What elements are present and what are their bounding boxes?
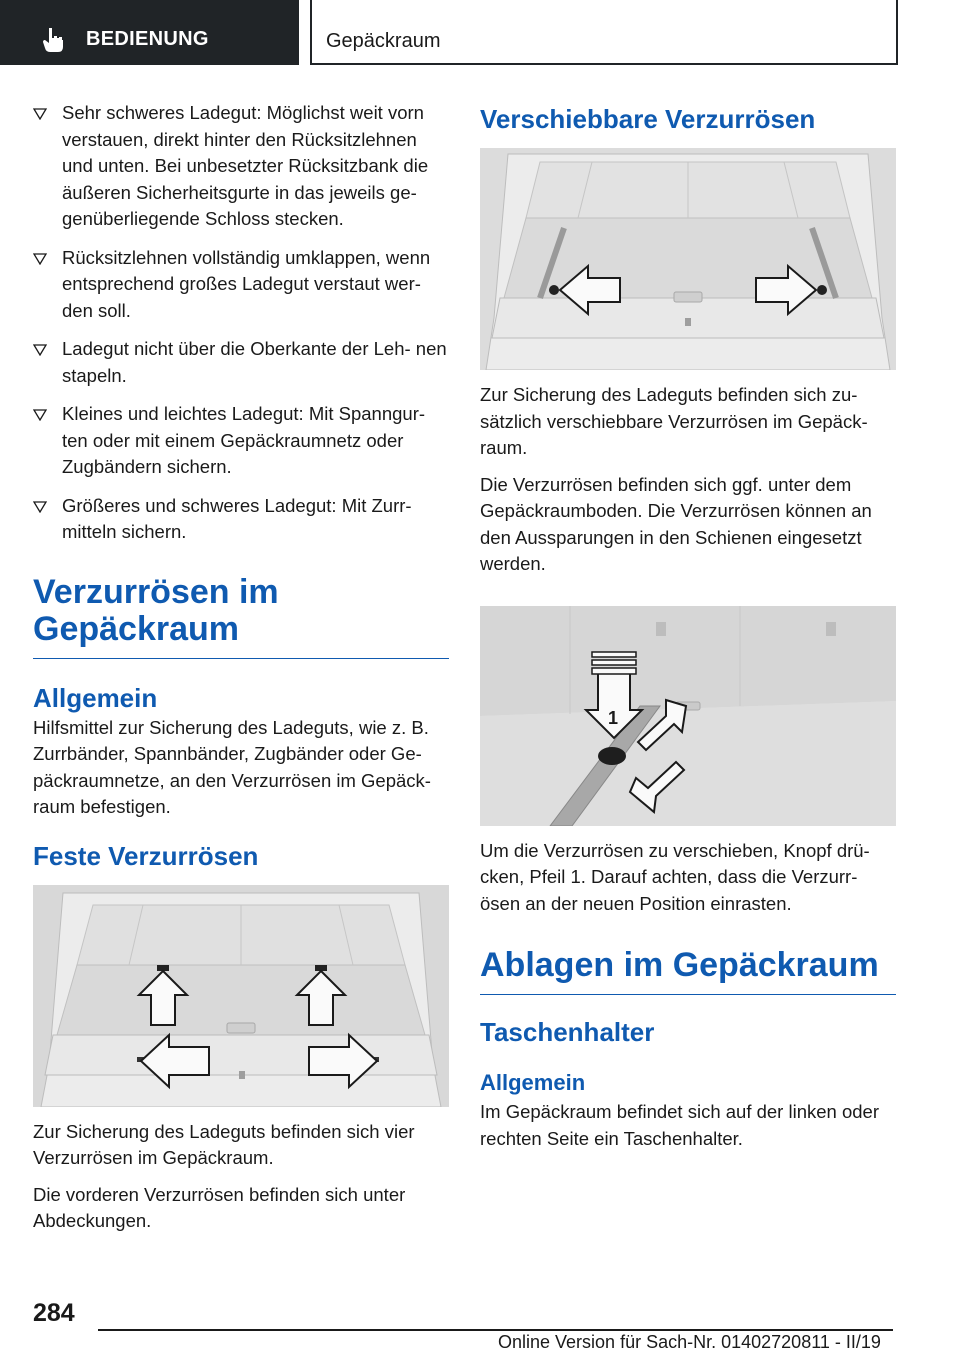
figure-rail-detail xyxy=(480,606,896,826)
body-text: Hilfsmittel zur Sicherung des Ladeguts, wie z. B. Zurrbänder, Spannbänder, Zugbänder oder Ge‐ päckraumnetze, an den Verzurrösen im Gepäck‐ raum befestigen. xyxy=(33,716,431,817)
right-column xyxy=(480,100,896,1162)
page-title-frame xyxy=(310,0,898,65)
section-heading: Ablagen im Gepäckraum xyxy=(480,947,896,995)
rail-detail-illustration xyxy=(480,606,896,826)
bullet-text: Kleines und leichtes Ladegut: Mit Spanngur‐ ten oder mit einem Gepäckraumnetz oder Zugbändern sichern. xyxy=(62,403,426,477)
figure-fixed-lashing-eyes xyxy=(33,885,449,1107)
bullet-triangle-icon xyxy=(33,501,47,513)
bullet-text: Ladegut nicht über die Oberkante der Leh‐ nen stapeln. xyxy=(62,338,447,386)
subheading-feste-verzurroesen: Feste Verzurrösen xyxy=(33,840,259,871)
bullet-triangle-icon xyxy=(33,253,47,265)
footer-divider xyxy=(98,1329,893,1331)
trunk-illustration xyxy=(33,885,449,1107)
body-text: Zur Sicherung des Ladeguts befinden sich vier Verzurrösen im Gepäckraum. xyxy=(33,1120,415,1168)
bullet-triangle-icon xyxy=(33,108,47,120)
body-text: Im Gepäckraum befindet sich auf der linken oder rechten Seite ein Taschenhalter. xyxy=(480,1101,879,1149)
callout-number: 1 xyxy=(608,707,619,728)
body-text: Um die Verzurrösen zu verschieben, Knopf drü‐ cken, Pfeil 1. Darauf achten, dass die Verzurr‐ ösen an der neuen Position einrasten. xyxy=(480,839,870,914)
list-item xyxy=(33,493,449,546)
left-column xyxy=(33,100,449,1245)
bullet-text: Rücksitzlehnen vollständig umklappen, wenn entsprechend großes Ladegut verstaut wer‐ den soll. xyxy=(62,246,431,321)
page-number: 284 xyxy=(33,1299,75,1327)
body-text: Zur Sicherung des Ladeguts befinden sich zu‐ sätzlich verschiebbare Verzurrösen im Gepäck‐ raum. xyxy=(480,384,868,458)
trunk-rails-illustration xyxy=(480,148,896,370)
list-item xyxy=(33,336,449,389)
pointing-hand-icon xyxy=(40,27,66,53)
footer-text xyxy=(498,1332,881,1353)
list-item xyxy=(33,245,449,325)
subheading-verschiebbare-verzurroesen: Verschiebbare Verzurrösen xyxy=(480,104,816,134)
body-text: Die Verzurrösen befinden sich ggf. unter dem Gepäckraumboden. Die Verzurrösen können an den Aussparungen in den Schienen eingesetzt werden. xyxy=(480,473,872,574)
subheading-allgemein: Allgemein xyxy=(480,1070,586,1095)
bullet-triangle-icon xyxy=(33,409,47,421)
section-label: BEDIENUNG xyxy=(86,28,209,50)
page-title: Gepäckraum xyxy=(326,30,441,52)
list-item xyxy=(33,401,449,481)
bullet-triangle-icon xyxy=(33,344,47,356)
subheading-allgemein: Allgemein xyxy=(33,682,158,713)
section-tab xyxy=(0,0,299,65)
section-heading: Verzurrösen im Gepäckraum xyxy=(33,574,449,659)
subheading-taschenhalter: Taschenhalter xyxy=(480,1017,655,1047)
footer-online-version: Online Version für Sach-Nr. 01402720811 - II/19 xyxy=(498,1332,881,1352)
bullet-text: Größeres und schweres Ladegut: Mit Zurr‐ mitteln sichern. xyxy=(62,494,412,542)
list-item xyxy=(33,100,449,233)
figure-sliding-lashing-eyes xyxy=(480,148,896,370)
bullet-text: Sehr schweres Ladegut: Möglichst weit vorn verstauen, direkt hinter den Rücksitzlehnen und unten. Bei unbesetzter Rücksitzbank die äußeren Sicherheitsgurte in das jeweils ge‐ genüberliegende Schloss stecken. xyxy=(62,102,429,229)
body-text: Die vorderen Verzurrösen befinden sich unter Abdeckungen. xyxy=(33,1183,406,1231)
